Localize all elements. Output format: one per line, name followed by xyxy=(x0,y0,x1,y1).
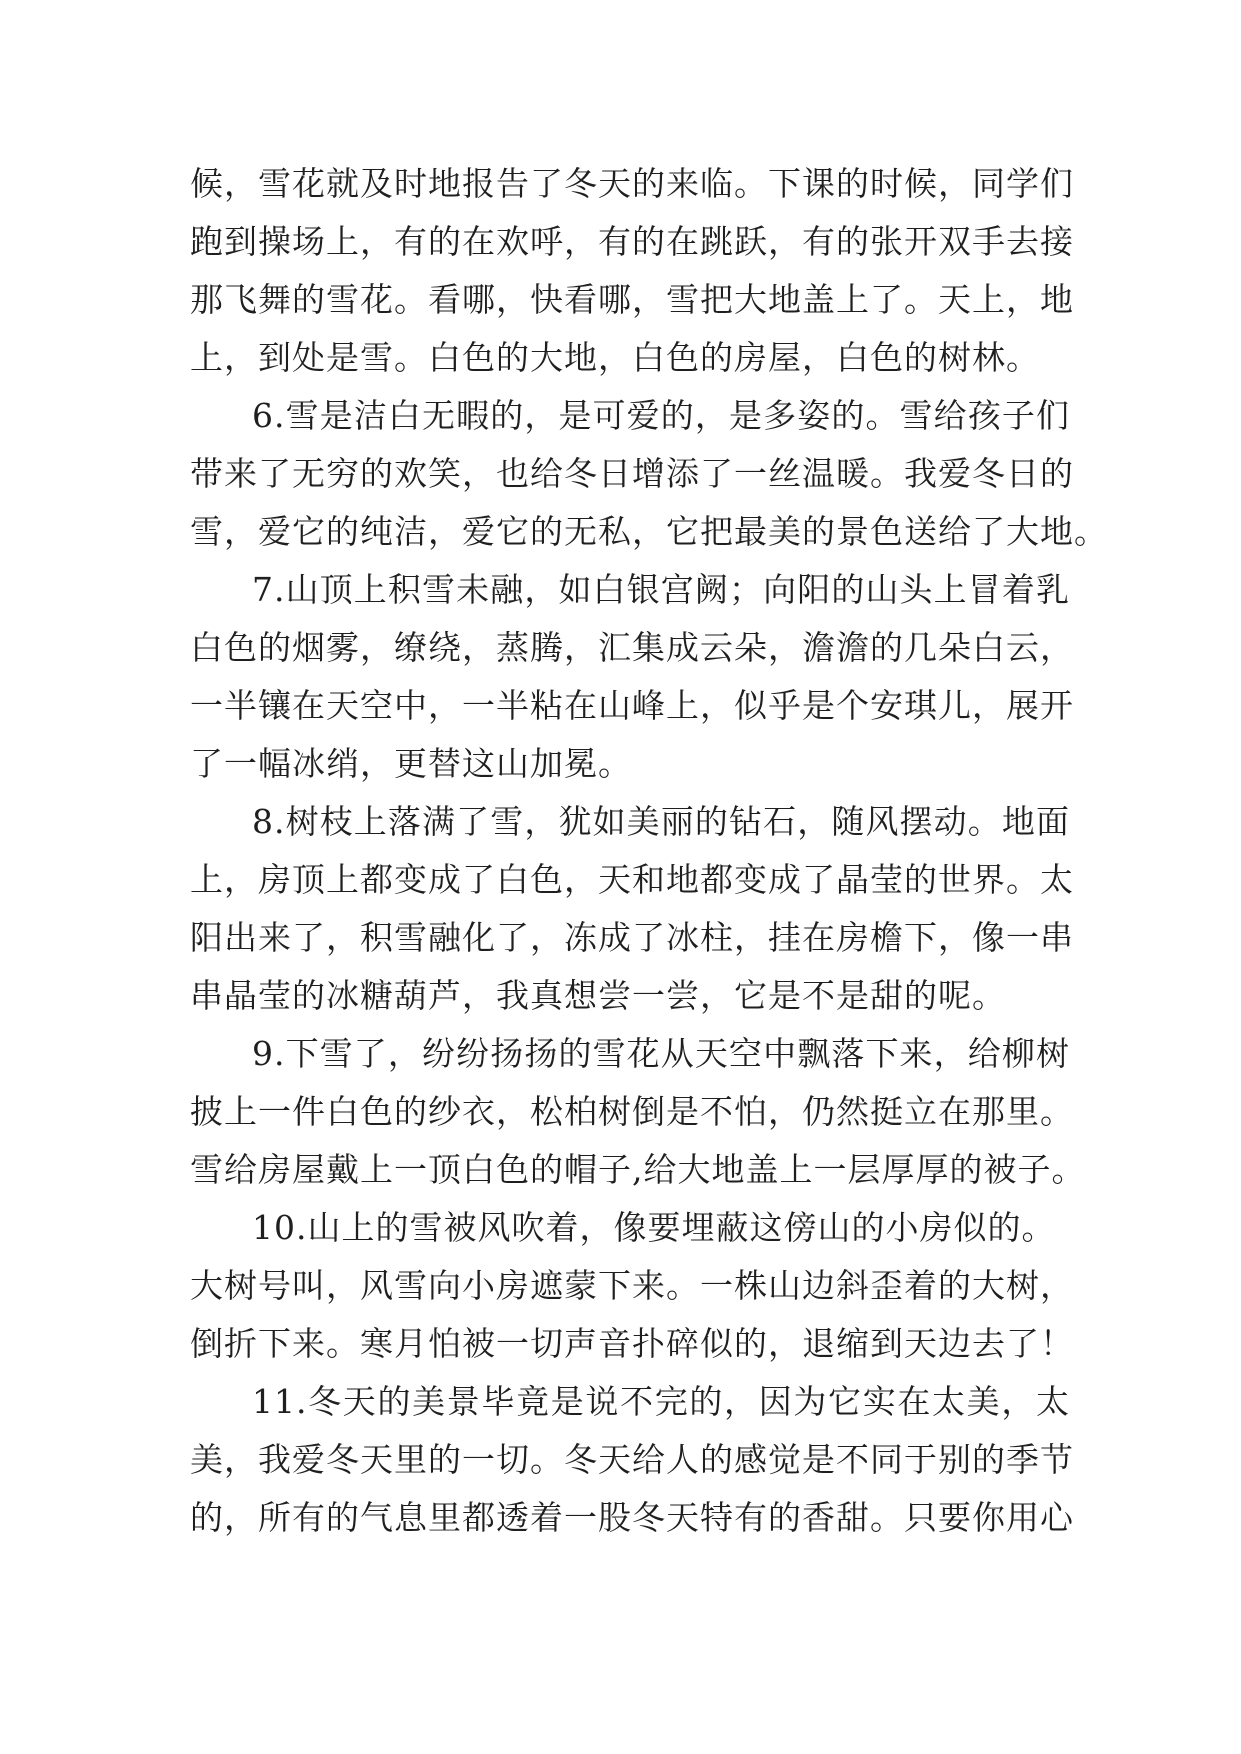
text-line: 大树号叫，风雪向小房遮蒙下来。一株山边斜歪着的大树， xyxy=(190,1266,1074,1305)
text-line: 美，我爱冬天里的一切。冬天给人的感觉是不同于别的季节 xyxy=(190,1440,1074,1479)
text-line: 上，到处是雪。白色的大地，白色的房屋，白色的树林。 xyxy=(190,338,1040,377)
text-line: 雪给房屋戴上一顶白色的帽子,给大地盖上一层厚厚的被子。 xyxy=(190,1150,1086,1189)
paragraph-9-first-line: 9.下雪了，纷纷扬扬的雪花从天空中飘落下来，给柳树 xyxy=(252,1034,1070,1073)
text-line: 候，雪花就及时地报告了冬天的来临。下课的时候，同学们 xyxy=(190,164,1074,203)
paragraph-10-first-line: 10.山上的雪被风吹着，像要埋蔽这傍山的小房似的。 xyxy=(252,1208,1056,1247)
text-line: 雪，爱它的纯洁，爱它的无私，它把最美的景色送给了大地。 xyxy=(190,512,1108,551)
text-line: 那飞舞的雪花。看哪，快看哪，雪把大地盖上了。天上，地 xyxy=(190,280,1074,319)
paragraph-6-first-line: 6.雪是洁白无暇的，是可爱的，是多姿的。雪给孩子们 xyxy=(252,396,1070,435)
text-line: 跑到操场上，有的在欢呼，有的在跳跃，有的张开双手去接 xyxy=(190,222,1074,261)
text-line: 串晶莹的冰糖葫芦，我真想尝一尝，它是不是甜的呢。 xyxy=(190,976,1006,1015)
paragraph-8-first-line: 8.树枝上落满了雪，犹如美丽的钻石，随风摆动。地面 xyxy=(252,802,1070,841)
text-line: 阳出来了，积雪融化了，冻成了冰柱，挂在房檐下，像一串 xyxy=(190,918,1074,957)
text-line: 白色的烟雾，缭绕，蒸腾，汇集成云朵，澹澹的几朵白云， xyxy=(190,628,1074,667)
text-line: 一半镶在天空中，一半粘在山峰上，似乎是个安琪儿，展开 xyxy=(190,686,1074,725)
paragraph-11-first-line: 11.冬天的美景毕竟是说不完的，因为它实在太美，太 xyxy=(252,1382,1070,1421)
text-line: 上，房顶上都变成了白色，天和地都变成了晶莹的世界。太 xyxy=(190,860,1074,899)
text-line: 披上一件白色的纱衣，松柏树倒是不怕，仍然挺立在那里。 xyxy=(190,1092,1074,1131)
text-line: 了一幅冰绡，更替这山加冕。 xyxy=(190,744,632,783)
text-line: 带来了无穷的欢笑，也给冬日增添了一丝温暖。我爱冬日的 xyxy=(190,454,1074,493)
text-line: 的，所有的气息里都透着一股冬天特有的香甜。只要你用心 xyxy=(190,1498,1074,1537)
paragraph-7-first-line: 7.山顶上积雪未融，如白银宫阙；向阳的山头上冒着乳 xyxy=(252,570,1070,609)
text-line: 倒折下来。寒月怕被一切声音扑碎似的，退缩到天边去了！ xyxy=(190,1324,1074,1363)
